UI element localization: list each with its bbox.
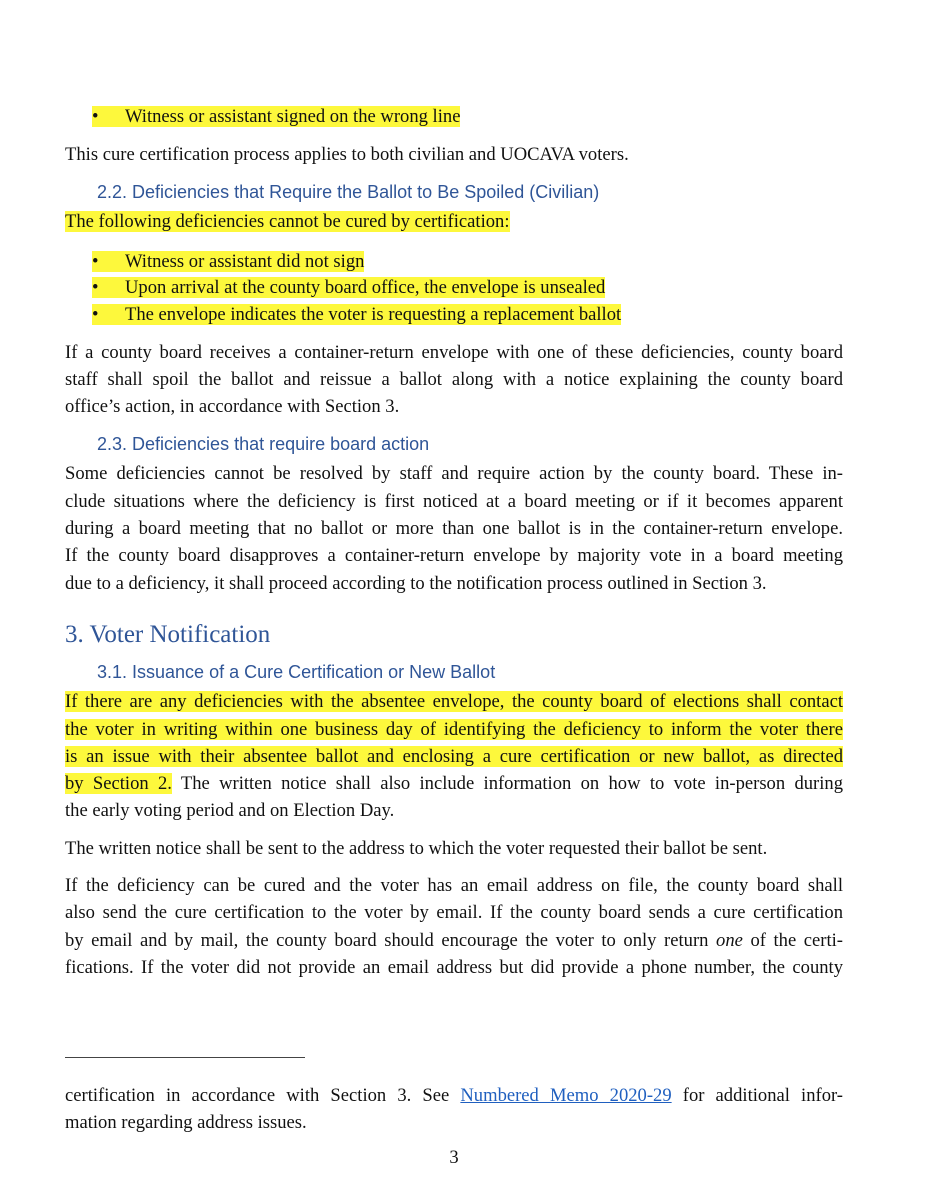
paragraph-line: Some deficiencies cannot be resolved by staff and require action by the county board. These in- — [65, 463, 843, 484]
bullet-item: • Witness or assistant did not sign — [92, 251, 365, 272]
paragraph-line: staff shall spoil the ballot and reissue a ballot along with a notice explaining the county board — [65, 369, 843, 390]
paragraph: The written notice shall be sent to the address to which the voter requested their ballot be sent. — [65, 838, 768, 859]
highlighted-text: The following deficiencies cannot be cured by certification: — [65, 211, 510, 232]
text: certification in accordance with Section 3. See — [65, 1085, 461, 1106]
paragraph-line: due to a deficiency, it shall proceed according to the notification process outlined in Section 3. — [65, 573, 767, 594]
highlighted-text: is an issue with their absentee ballot and enclosing a cure certification or new ballot, as directed — [65, 746, 843, 767]
bullet-text: The envelope indicates the voter is requesting a replacement ballot — [125, 304, 622, 325]
numbered-memo-link[interactable]: Numbered Memo 2020-29 — [460, 1085, 672, 1106]
paragraph-line: If a county board receives a container-return envelope with one of these deficiencies, county board — [65, 342, 843, 363]
paragraph-line: during a board meeting that no ballot or more than one ballot is in the container-return envelope. — [65, 518, 843, 539]
paragraph-line: If the deficiency can be cured and the voter has an email address on file, the county board shall — [65, 875, 843, 896]
paragraph-line: office’s action, in accordance with Section 3. — [65, 396, 400, 417]
bullet-text: Witness or assistant signed on the wrong line — [125, 106, 461, 127]
paragraph-highlighted — [65, 208, 843, 235]
heading-3: 3. Voter Notification — [65, 621, 271, 648]
paragraph: This cure certification process applies to both civilian and UOCAVA voters. — [65, 144, 629, 165]
emphasis-text: one — [716, 930, 743, 951]
highlighted-text: by Section 2. — [65, 773, 172, 794]
paragraph-line: clude situations where the deficiency is first noticed at a board meeting or if it becomes apparent — [65, 491, 843, 512]
highlighted-text: the voter in writing within one business day of identifying the deficiency to inform the voter there — [65, 719, 843, 740]
heading-2-2: 2.2. Deficiencies that Require the Ballot to Be Spoiled (Civilian) — [97, 182, 600, 202]
paragraph-line — [65, 927, 843, 954]
paragraph-line: If the county board disapproves a container-return envelope by majority vote in a board meeting — [65, 545, 843, 566]
heading-3-1: 3.1. Issuance of a Cure Certification or New Ballot — [97, 662, 496, 682]
text: by email and by mail, the county board should encourage the voter to only return — [65, 930, 717, 951]
bullet-text: Witness or assistant did not sign — [125, 251, 365, 272]
text: for additional infor- — [671, 1085, 843, 1106]
bullet-text: Upon arrival at the county board office, the envelope is unsealed — [125, 277, 606, 298]
text: of the certi- — [742, 930, 844, 951]
paragraph-line: the early voting period and on Election Day. — [65, 800, 395, 821]
footnote-separator — [65, 1057, 305, 1058]
text: The written notice shall also include information on how to vote in-person during — [171, 773, 843, 794]
paragraph-line — [65, 688, 843, 715]
paragraph-line: fications. If the voter did not provide an email address but did provide a phone number, the county — [65, 957, 843, 978]
paragraph-line: also send the cure certification to the voter by email. If the county board sends a cure certification — [65, 902, 843, 923]
paragraph-line — [65, 716, 843, 743]
paragraph-line — [65, 743, 843, 770]
page-number: 3 — [449, 1147, 459, 1168]
bullet-item: • Witness or assistant signed on the wrong line — [92, 106, 461, 127]
footnote-line: mation regarding address issues. — [65, 1112, 307, 1133]
heading-2-3: 2.3. Deficiencies that require board action — [97, 434, 430, 454]
bullet-item: • Upon arrival at the county board office, the envelope is unsealed — [92, 277, 606, 298]
paragraph-line — [65, 770, 843, 797]
highlighted-text: If there are any deficiencies with the absentee envelope, the county board of elections shall contact — [65, 691, 843, 712]
footnote-line — [65, 1082, 843, 1109]
bullet-item: • The envelope indicates the voter is requesting a replacement ballot — [92, 304, 622, 325]
